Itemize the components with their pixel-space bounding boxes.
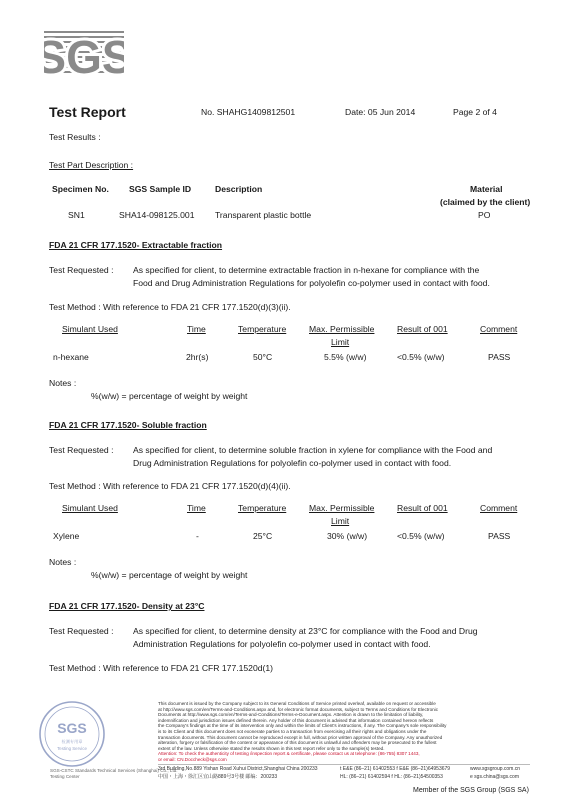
- s2-header-temperature: Temperature: [238, 503, 287, 513]
- s2-cell-temperature: 25°C: [253, 531, 273, 541]
- s1-header-time: Time: [187, 324, 206, 334]
- sgs-logo: [44, 28, 124, 80]
- footer-company-name: SGS-CSTC Standards Technical Services (Shanghai) Co., Ltd.: [50, 768, 178, 773]
- s1-header-comment: Comment: [480, 324, 518, 334]
- disclaimer-line-1: This document is issued by the Company subject to its General Conditions of Service printed overleaf, available on request or accessible: [158, 701, 436, 706]
- phone-hl: HL: (86–21) 61402594 f HL: (86–21)54500353: [340, 774, 443, 780]
- cell-description: Transparent plastic bottle: [215, 210, 312, 220]
- disclaimer-line-4: indemnification and jurisdiction issues defined therein. Any holder of this document is advised that information contained hereon reflects: [158, 717, 434, 723]
- test-part-description-label: Test Part Description :: [49, 160, 134, 170]
- disclaimer-line-7: transaction documents. This document cannot be reproduced except in full, without prior written approval of the Company. Any unauthorized: [158, 734, 443, 740]
- s1-cell-comment: PASS: [488, 352, 511, 362]
- footer-company-center: Testing Center: [50, 774, 80, 779]
- attention-line: Attention: To check the authenticity of testing /inspection report & certificate, please contact us at telephone: (86-755) 8307 1443,: [158, 751, 420, 757]
- s1-header-result: Result of 001: [397, 324, 448, 334]
- s1-cell-max: 5.5% (w/w): [324, 352, 367, 362]
- page-number: Page 2 of 4: [453, 107, 497, 117]
- s1-cell-simulant: n-hexane: [53, 352, 89, 362]
- address-en: 3rd Building,No.889 Yishan Road Xuhui District,Shanghai China 200233: [158, 766, 318, 772]
- header-sgs-sample-id: SGS Sample ID: [129, 184, 192, 194]
- svg-text:检测专用章: 检测专用章: [61, 739, 83, 744]
- testing-service-seal-icon: [38, 700, 106, 768]
- member-of-sgs-group: Member of the SGS Group (SGS SA): [413, 787, 529, 794]
- s2-header-simulant: Simulant Used: [62, 503, 118, 513]
- section2-method: Test Method : With reference to FDA 21 CFR 177.1520(d)(4)(ii).: [49, 481, 291, 491]
- s2-header-time: Time: [187, 503, 206, 513]
- section3-method: Test Method : With reference to FDA 21 CFR 177.1520d(1): [49, 663, 274, 673]
- section1-requested-label: Test Requested :: [49, 265, 114, 275]
- s2-cell-comment: PASS: [488, 531, 511, 541]
- s1-header-limit: Limit: [331, 337, 350, 347]
- s2-cell-simulant: Xylene: [53, 531, 80, 541]
- section1-title: FDA 21 CFR 177.1520- Extractable fraction: [49, 240, 223, 250]
- section1-method: Test Method : With reference to FDA 21 CFR 177.1520(d)(3)(ii).: [49, 302, 291, 312]
- address-cn: 中国・上海・徐汇区宜山路889号3号楼 邮编：200233: [158, 774, 278, 780]
- disclaimer-line-5: the Company's findings at the time of its intervention only and within the limits of Client's instructions, if any. The Company's sole responsibility: [158, 723, 447, 729]
- section2-requested-line2: Drug Administration Regulations for polyolefin co-polymer used in contact with food.: [133, 458, 452, 468]
- s1-header-max-permissible: Max. Permissible: [309, 324, 375, 334]
- report-date: Date: 05 Jun 2014: [345, 107, 416, 117]
- s2-header-limit: Limit: [331, 516, 350, 526]
- section2-requested-line1: As specified for client, to determine soluble fraction in xylene for compliance with the Food and: [133, 445, 493, 455]
- s2-cell-time: -: [196, 531, 199, 541]
- section2-requested-label: Test Requested :: [49, 445, 114, 455]
- logo-text-fill: SGS: [44, 31, 124, 80]
- disclaimer-line-2: at http://www.sgs.com/en/Terms-and-Conditions.aspx and, for electronic format documents, subject to Terms and Conditions for Electronic: [158, 706, 439, 712]
- cell-material: PO: [478, 210, 491, 220]
- disclaimer-line-3: Documents at http://www.sgs.com/en/Terms-and-Conditions/Terms-e-Document.aspx. Attention is drawn to the limitation of liability,: [158, 712, 424, 718]
- section3-requested-label: Test Requested :: [49, 626, 114, 636]
- header-specimen-no: Specimen No.: [52, 184, 109, 194]
- report-number: No. SHAHG1409812501: [201, 107, 296, 117]
- s1-header-temperature: Temperature: [238, 324, 287, 334]
- s1-notes-label: Notes :: [49, 378, 77, 388]
- header-description: Description: [215, 184, 263, 194]
- header-material: Material: [470, 184, 503, 194]
- svg-text:SGS: SGS: [57, 720, 87, 736]
- footer-divider: [158, 764, 530, 765]
- s1-note: %(w/w) = percentage of weight by weight: [91, 391, 248, 401]
- s2-cell-max: 30% (w/w): [327, 531, 368, 541]
- disclaimer-line-9: extent of the law. Unless otherwise stated the results shown in this test report refer only to the sample(s) tested.: [158, 745, 385, 751]
- section3-requested-line2: Administration Regulations for polyolefin co-polymer used in contact with food.: [133, 639, 431, 649]
- disclaimer-line-6: is to its Client and this document does not exonerate parties to a transaction from exercising all their rights and obligations under the: [158, 729, 427, 734]
- report-title: Test Report: [49, 104, 126, 120]
- s2-header-max-permissible: Max. Permissible: [309, 503, 375, 513]
- s2-header-result: Result of 001: [397, 503, 448, 513]
- section1-requested-line2: Food and Drug Administration Regulations for polyolefin co-polymer used in contact with food.: [133, 278, 490, 288]
- svg-text:Testing Service: Testing Service: [57, 746, 87, 751]
- s1-cell-temperature: 50°C: [253, 352, 273, 362]
- logo-text: SGS: [44, 31, 124, 80]
- disclaimer-line-8: alteration, forgery or falsification of the content or appearance of this document is unlawful and offenders may be prosecuted to the fullest: [158, 740, 437, 746]
- section2-title: FDA 21 CFR 177.1520- Soluble fraction: [49, 420, 207, 430]
- s2-notes-label: Notes :: [49, 557, 77, 567]
- phone-ee: t E&E (86–21) 61402553 f E&E (86–21)64953679: [340, 766, 451, 772]
- section3-title: FDA 21 CFR 177.1520- Density at 23°C: [49, 601, 205, 611]
- cell-sample-id: SHA14-098125.001: [119, 210, 195, 220]
- s1-cell-time: 2hr(s): [186, 352, 209, 362]
- s2-header-comment: Comment: [480, 503, 518, 513]
- section3-requested-line1: As specified for client, to determine density at 23°C for compliance with the Food and Drug: [133, 626, 478, 636]
- footer-website: www.sgsgroup.com.cn: [470, 766, 521, 772]
- cell-specimen-no: SN1: [68, 210, 85, 220]
- attention-email: or email: CN.Doccheck@sgs.com: [158, 757, 227, 762]
- s1-header-simulant: Simulant Used: [62, 324, 118, 334]
- section1-requested-line1: As specified for client, to determine extractable fraction in n-hexane for compliance with the: [133, 265, 480, 275]
- s2-note: %(w/w) = percentage of weight by weight: [91, 570, 248, 580]
- s2-cell-result: <0.5% (w/w): [397, 531, 445, 541]
- header-claimed: (claimed by the client): [440, 197, 531, 207]
- s1-cell-result: <0.5% (w/w): [397, 352, 445, 362]
- footer-email: e sgs.china@sgs.com: [470, 774, 519, 780]
- test-results-label: Test Results :: [49, 132, 101, 142]
